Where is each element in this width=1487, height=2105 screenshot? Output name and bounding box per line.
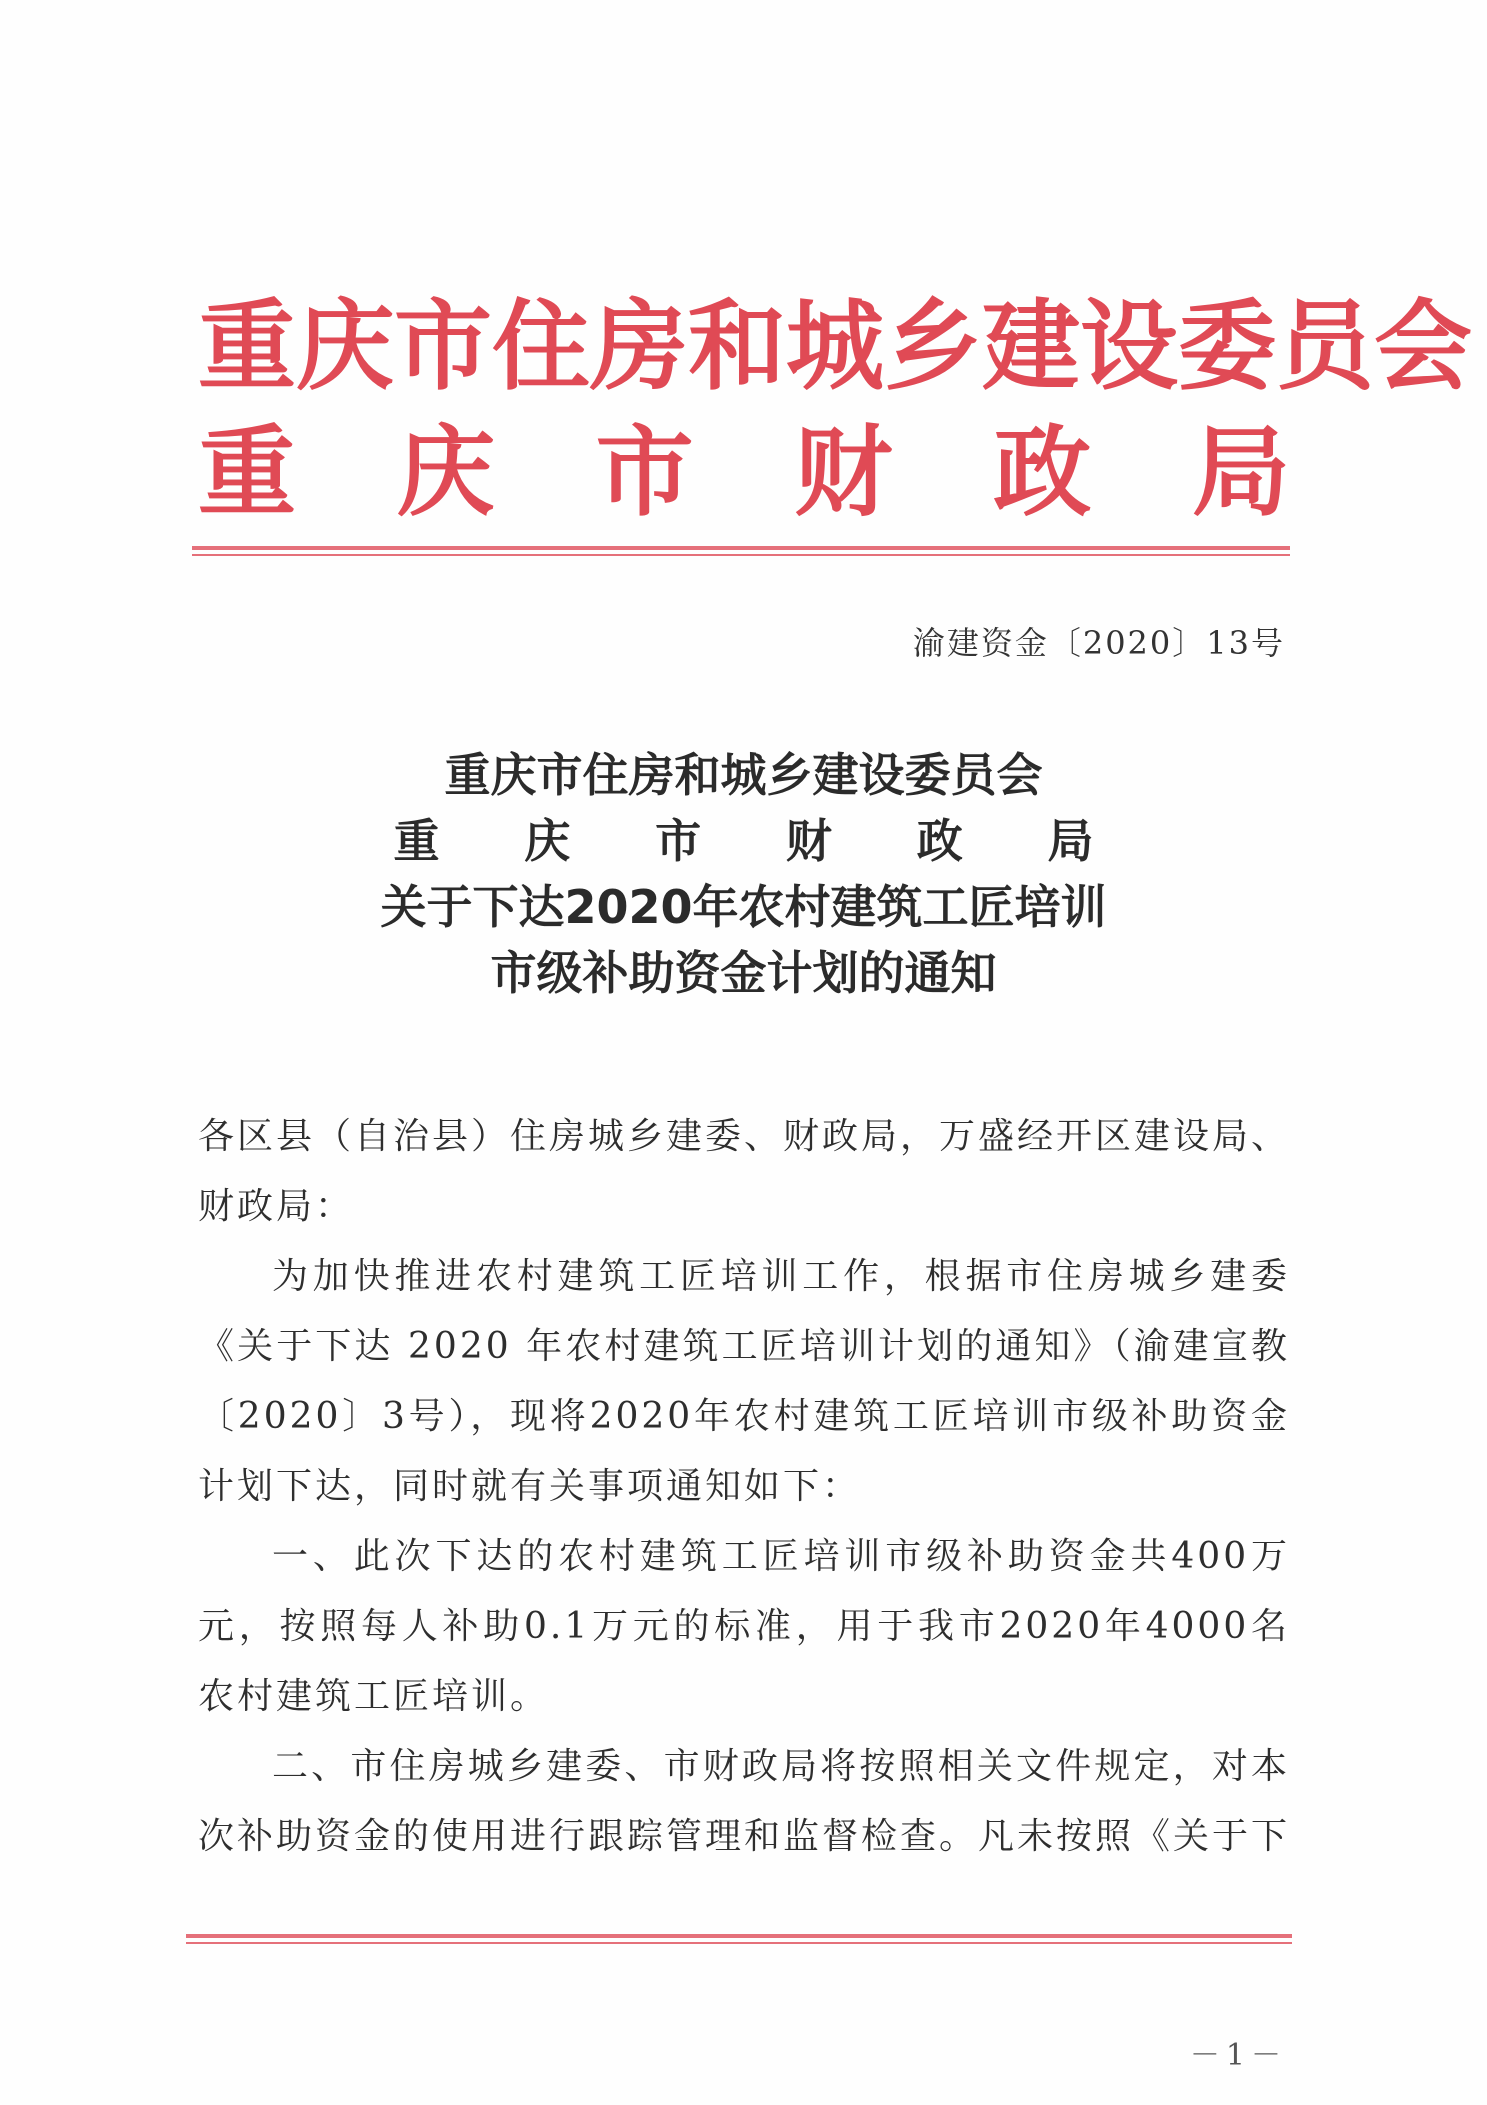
document-number: 渝建资金〔2020〕13号: [912, 624, 1285, 662]
footer-divider: [186, 1934, 1292, 1944]
letterhead-char: 庆: [396, 416, 495, 530]
salutation: 各区县（自治县）住房城乡建委、财政局，万盛经开区建设局、财政局：: [198, 1116, 1291, 1227]
body-paragraph-1: 为加快推进农村建筑工匠培训工作，根据市住房城乡建委《关于下达 2020 年农村建筑工匠培训计划的通知》（渝建宣教〔2020〕3号），现将2020年农村建筑工匠培训市级补助资金计划下达，同时就有关事项通知如下：: [198, 1256, 1290, 1507]
title-line-1: 重庆市住房和城乡建设委员会: [444, 748, 1043, 802]
letterhead-char: 财: [794, 416, 893, 530]
title-char: 庆: [524, 814, 571, 868]
letterhead-line-1: 重庆市住房和城乡建设委员会: [198, 290, 1473, 404]
title-char: 财: [785, 814, 832, 868]
title-char: 局: [1047, 814, 1094, 868]
letterhead-char: 局: [1191, 416, 1290, 530]
letterhead-line-2: [198, 418, 1290, 528]
letterhead-char: 市: [595, 416, 694, 530]
title-char: 政: [916, 814, 963, 868]
body-paragraph-2: 一、此次下达的农村建筑工匠培训市级补助资金共400万元，按照每人补助0.1万元的标准，用于我市2020年4000名农村建筑工匠培训。: [198, 1536, 1290, 1717]
letterhead-char: 政: [993, 416, 1092, 530]
title-line-3: 关于下达2020年农村建筑工匠培训: [380, 880, 1107, 934]
title-char: 重: [393, 814, 440, 868]
document-title: [0, 742, 1487, 1006]
title-line-4: 市级补助资金计划的通知: [490, 946, 997, 1000]
letterhead-divider: [192, 546, 1290, 556]
title-line-2: [394, 808, 1094, 874]
page-number: －1－: [1189, 2038, 1287, 2073]
letterhead-char: 重: [198, 416, 297, 530]
title-char: 市: [655, 814, 702, 868]
body-paragraph-3: 二、市住房城乡建委、市财政局将按照相关文件规定，对本次补助资金的使用进行跟踪管理和监督检查。凡未按照《关于下: [198, 1746, 1291, 1857]
document-body: [198, 1102, 1290, 1872]
